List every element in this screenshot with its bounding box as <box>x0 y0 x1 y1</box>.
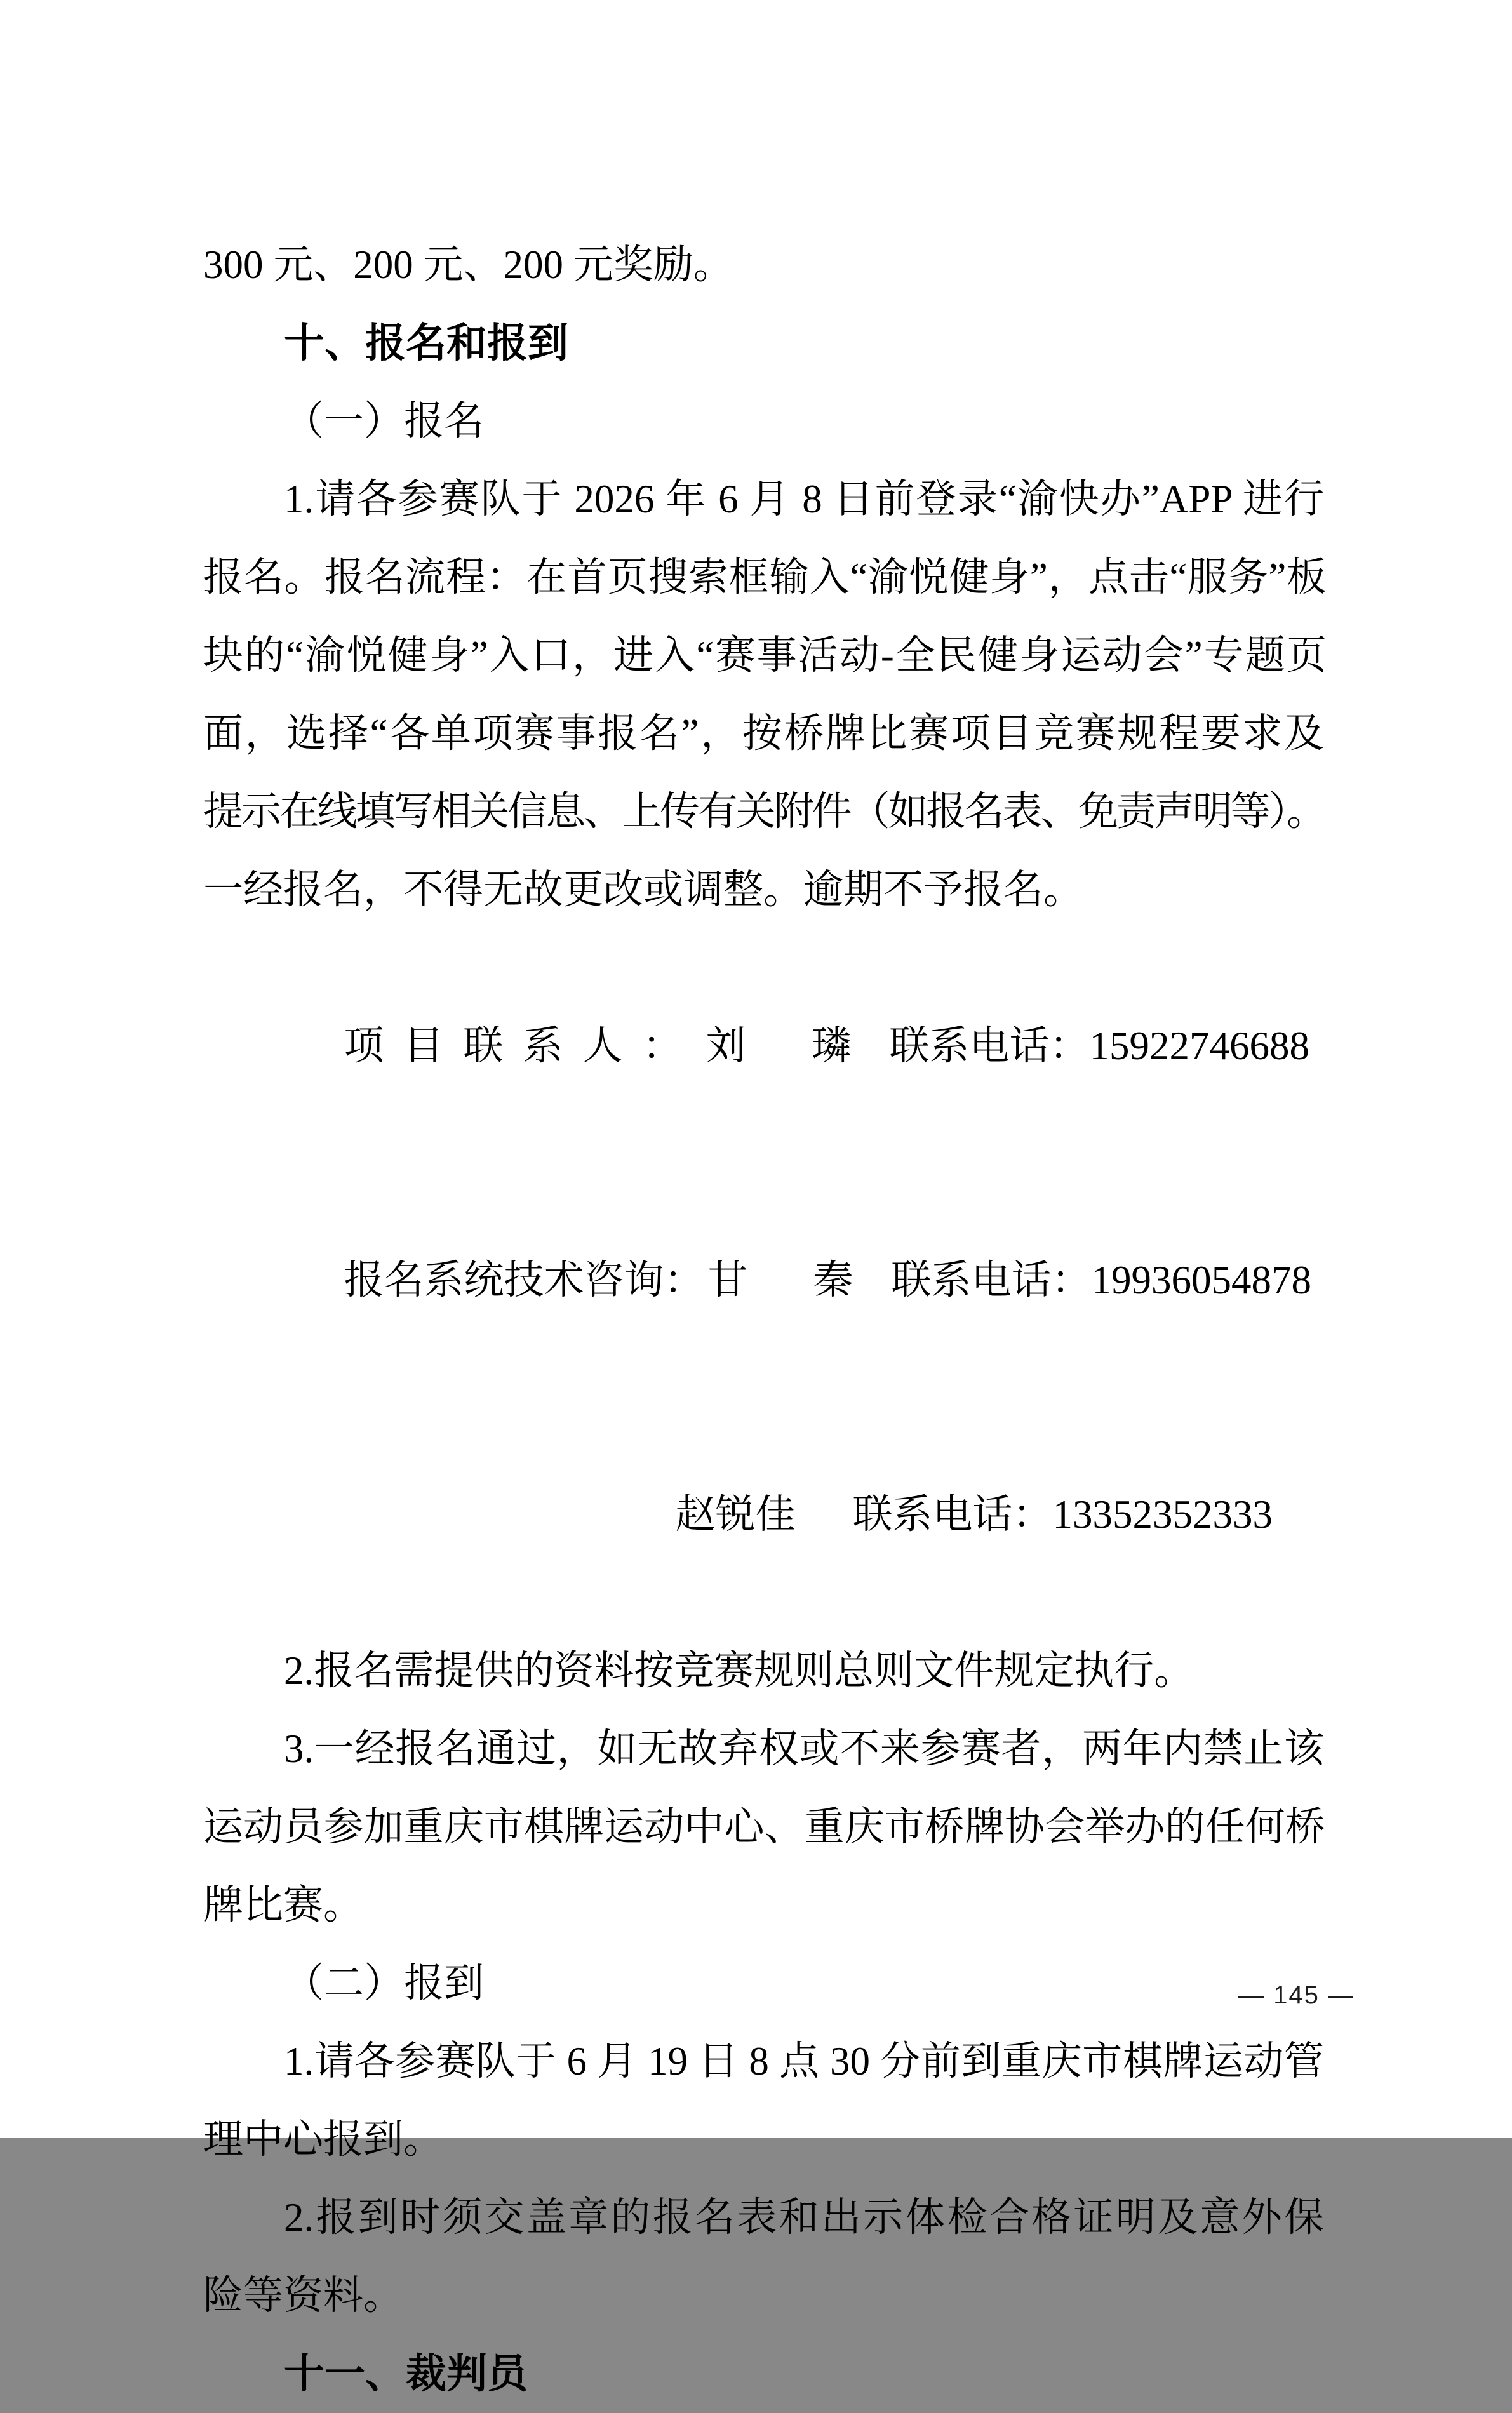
contact-label: 项目联系人： <box>344 1024 702 1068</box>
contact-row-tech-support-2 <box>203 1398 1324 1632</box>
paragraph-signup-line3: 块的“渝悦健身”入口，进入“赛事活动-全民健身运动会”专题页 <box>203 633 1324 678</box>
contact-name: 赵锐佳 <box>675 1492 796 1537</box>
contact-name: 甘 秦 <box>707 1258 866 1302</box>
paragraph-prize-end: 300 元、200 元、200 元奖励。 <box>203 243 733 287</box>
paragraph-signup-rule3-line1: 3.一经报名通过，如无故弃权或不来参赛者，两年内禁止该 <box>284 1727 1324 1771</box>
paragraph-signup-rule3-line3: 牌比赛。 <box>203 1883 363 1927</box>
document-body <box>203 226 1324 2413</box>
contact-phone-number: 13352352333 <box>1052 1492 1273 1537</box>
paragraph-signup-line5: 提示在线填写相关信息、上传有关附件（如报名表、免责声明等）。 <box>203 789 1324 834</box>
contact-phone-label: 联系电话： <box>891 1258 1092 1302</box>
paragraph-checkin-line1: 1.请各参赛队于 6 月 19 日 8 点 30 分前到重庆市棋牌运动管 <box>284 2039 1324 2083</box>
page-number: — 145 — <box>1238 1981 1355 2009</box>
paragraph-checkin-rule2-line2: 险等资料。 <box>203 2273 403 2318</box>
subsection-heading-1-signup: （一）报名 <box>284 399 484 443</box>
contact-row-project <box>203 929 1324 1163</box>
paragraph-signup-rule3-line2: 运动员参加重庆市棋牌运动中心、重庆市桥牌协会举办的任何桥 <box>203 1805 1324 1849</box>
paragraph-signup-line1: 1.请各参赛队于 2026 年 6 月 8 日前登录“渝快办”APP 进行 <box>284 477 1324 521</box>
contact-label: 报名系统技术咨询： <box>344 1258 704 1302</box>
section-heading-11-referees: 十一、裁判员 <box>284 2351 528 2396</box>
subsection-heading-2-checkin: （二）报到 <box>284 1961 484 2005</box>
paragraph-signup-rule2: 2.报名需提供的资料按竞赛规则总则文件规定执行。 <box>284 1648 1194 1693</box>
paragraph-signup-line2: 报名。报名流程：在首页搜索框输入“渝悦健身”，点击“服务”板 <box>203 555 1324 599</box>
contact-row-tech-support <box>203 1163 1324 1398</box>
section-heading-10-registration: 十、报名和报到 <box>284 320 568 366</box>
contact-name: 刘 璘 <box>706 1024 864 1068</box>
contact-phone-label: 联系电话： <box>889 1024 1090 1068</box>
contact-phone-number: 15922746688 <box>1089 1024 1309 1068</box>
contact-phone-number: 19936054878 <box>1091 1258 1311 1302</box>
paragraph-signup-line6: 一经报名，不得无故更改或调整。逾期不予报名。 <box>203 867 1083 912</box>
paragraph-checkin-line2: 理中心报到。 <box>203 2117 443 2162</box>
paragraph-checkin-rule2-line1: 2.报到时须交盖章的报名表和出示体检合格证明及意外保 <box>284 2195 1324 2240</box>
contact-phone-label: 联系电话： <box>852 1492 1053 1537</box>
paragraph-signup-line4: 面，选择“各单项赛事报名”，按桥牌比赛项目竞赛规程要求及 <box>203 711 1324 756</box>
